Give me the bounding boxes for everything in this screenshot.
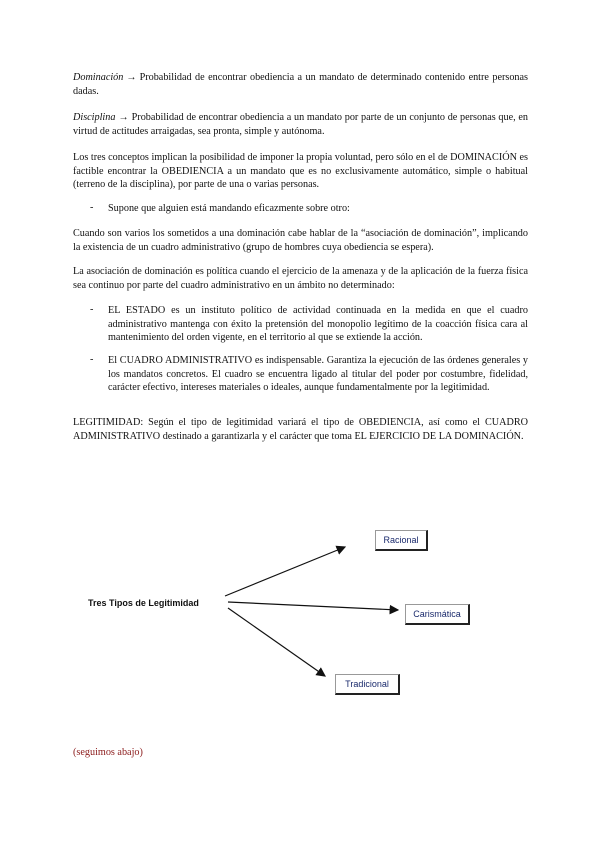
paragraph-estado: EL ESTADO es un instituto político de actividad continuada en la medida en que el cuadro administrativo mantenga con éxito la pretensión del monopolio legítimo de la coacción física cara al mantenimiento del orden vigente, en el territorio al que se extiende la acción. bbox=[108, 305, 528, 344]
bullet-dash: - bbox=[90, 202, 94, 213]
box-carismatica: Carismática bbox=[405, 604, 470, 625]
arrow-tradicional bbox=[228, 608, 325, 676]
term-disciplina: Disciplina bbox=[73, 112, 116, 123]
arrow-icon: → bbox=[126, 72, 137, 83]
paragraph-disciplina bbox=[73, 111, 528, 138]
paragraph-asociacion: La asociación de dominación es política cuando el ejercicio de la amenaza y de la aplicación de la fuerza física sea continuo por parte del cuadro administrativo en un ámbito no determinado: bbox=[73, 266, 528, 291]
definition-dominacion: Probabilidad de encontrar obediencia a un mandato de determinado contenido entre personas dadas. bbox=[73, 72, 528, 97]
definition-disciplina: Probabilidad de encontrar obediencia a un mandato por parte de un conjunto de personas que, en virtud de actitudes arraigadas, sea pronta, simple y autónoma. bbox=[73, 112, 528, 137]
arrow-racional bbox=[225, 547, 345, 596]
arrow-icon: → bbox=[118, 112, 129, 123]
diagram-center-label: Tres Tipos de Legitimidad bbox=[88, 598, 199, 608]
arrow-carismatica bbox=[228, 602, 398, 610]
paragraph-cuadro: El CUADRO ADMINISTRATIVO es indispensable. Garantiza la ejecución de las órdenes generales y los mandatos concretos. El cuadro se encuentra ligado al titular del poder por costumbre, fidelidad, carácter efectivo, intereses materiales o ideales, aunque fundamentalmente por la legitimidad. bbox=[108, 355, 528, 394]
paragraph-supone: Supone que alguien está mandando eficazmente sobre otro: bbox=[108, 203, 350, 214]
bullet-dash: - bbox=[90, 354, 94, 365]
paragraph-conceptos: Los tres conceptos implican la posibilidad de imponer la propia voluntad, pero sólo en el de DOMINACIÓN es factible encontrar la OBEDIENCIA a un mandato que es no exclusivamente automático, simple o habitual (terreno de la disciplina), por parte de una o varias personas. bbox=[73, 152, 528, 191]
legitimacy-diagram bbox=[0, 490, 600, 720]
bullet-dash: - bbox=[90, 304, 94, 315]
paragraph-legitimidad: LEGITIMIDAD: Según el tipo de legitimidad variará el tipo de OBEDIENCIA, así como el CUADRO ADMINISTRATIVO destinado a garantizarla y el carácter que toma EL EJERCICIO DE LA DOMINACIÓN. bbox=[73, 417, 528, 442]
paragraph-dominacion bbox=[73, 71, 528, 98]
paragraph-cuando: Cuando son varios los sometidos a una dominación cabe hablar de la “asociación de dominación”, implicando la existencia de un cuadro administrativo (grupo de hombres cuya obediencia se espera). bbox=[73, 228, 528, 253]
term-dominacion: Dominación bbox=[73, 72, 124, 83]
box-tradicional: Tradicional bbox=[335, 674, 400, 695]
box-racional: Racional bbox=[375, 530, 428, 551]
continuation-note: (seguimos abajo) bbox=[73, 747, 143, 758]
